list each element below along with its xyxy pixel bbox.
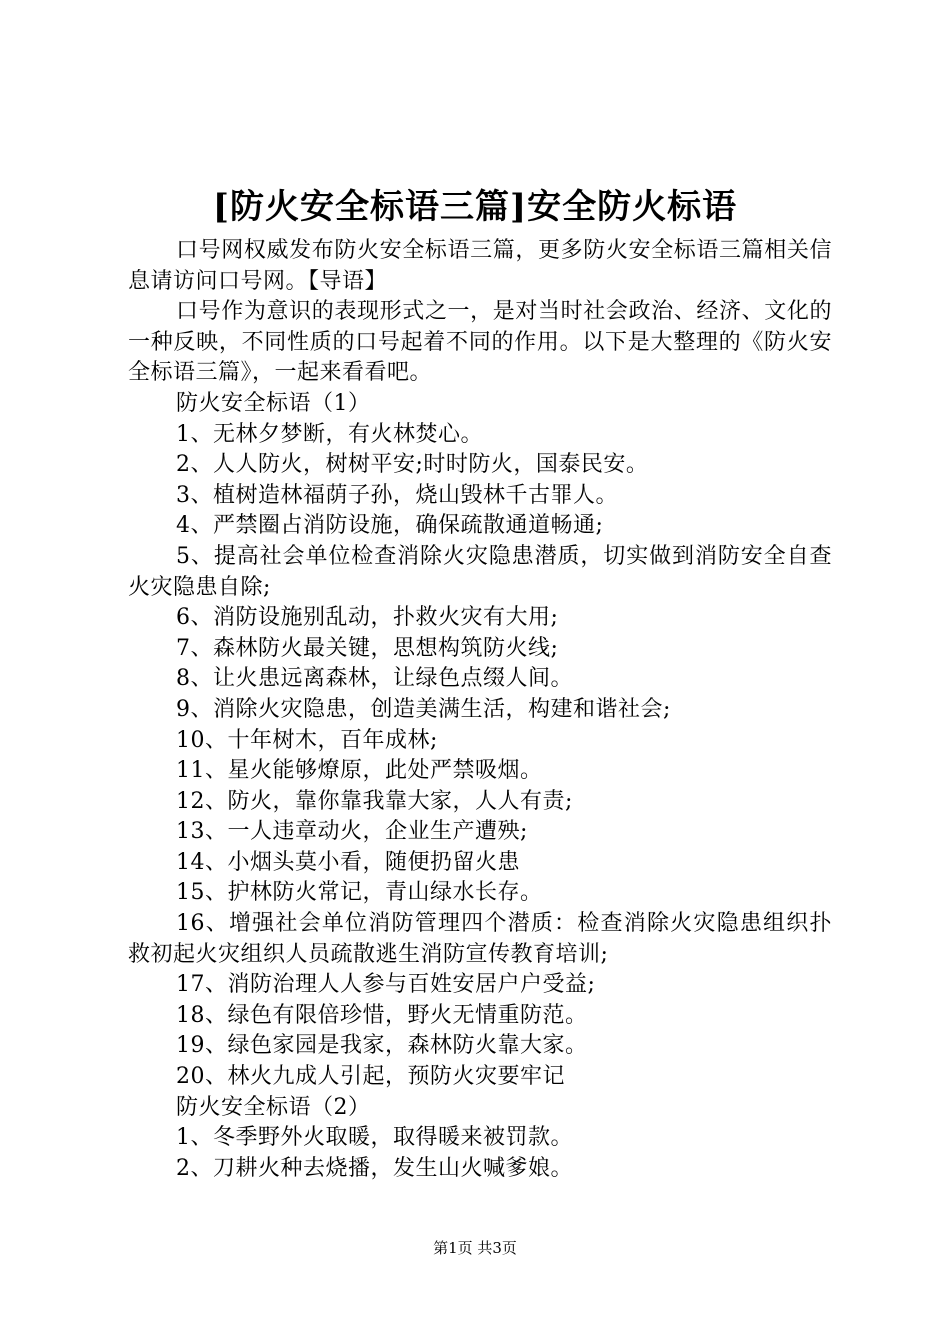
list-item: 3、植树造林福荫子孙，烧山毁林千古罪人。 xyxy=(176,482,618,508)
list-item: 2、刀耕火种去烧播，发生山火喊爹娘。 xyxy=(176,1155,573,1181)
document-title: [防火安全标语三篇]安全防火标语 xyxy=(212,187,738,227)
list-item: 10、十年树木，百年成林; xyxy=(176,727,438,753)
list-item: 2、人人防火，树树平安;时时防火，国泰民安。 xyxy=(176,452,649,478)
list-item: 15、护林防火常记，青山绿水长存。 xyxy=(176,880,543,906)
document-body xyxy=(128,236,832,1184)
list-item: 1、无林夕梦断，有火林焚心。 xyxy=(176,421,483,447)
list-item: 9、消除火灾隐患，创造美满生活，构建和谐社会; xyxy=(176,696,671,722)
list-item: 14、小烟头莫小看，随便扔留火患 xyxy=(176,849,520,875)
list-item: 7、森林防火最关键，思想构筑防火线; xyxy=(176,635,559,661)
list-item: 5、提高社会单位检查消除火灾隐患潜质，切实做到消防安全自查火灾隐患自除; xyxy=(128,543,832,600)
page-number-footer: 第1页 共3页 xyxy=(433,1239,517,1257)
list-item: 1、冬季野外火取暖，取得暖来被罚款。 xyxy=(176,1125,573,1151)
list-item: 8、让火患远离森林，让绿色点缀人间。 xyxy=(176,666,573,692)
list-item: 17、消防治理人人参与百姓安居户户受益; xyxy=(176,972,596,998)
section-heading: 防火安全标语（2） xyxy=(176,1094,371,1120)
list-item: 19、绿色家园是我家，森林防火靠大家。 xyxy=(176,1033,588,1059)
list-item: 4、严禁圈占消防设施，确保疏散通道畅通; xyxy=(176,513,604,539)
list-item: 20、林火九成人引起，预防火灾要牢记 xyxy=(176,1064,565,1090)
list-item: 18、绿色有限倍珍惜，野火无情重防范。 xyxy=(176,1002,588,1028)
paragraph: 口号作为意识的表现形式之一，是对当时社会政治、经济、文化的一种反映，不同性质的口号起着不同的作用。以下是大整理的《防火安全标语三篇》，一起来看看吧。 xyxy=(128,299,832,386)
list-item: 6、消防设施别乱动，扑救火灾有大用; xyxy=(176,605,559,631)
paragraph: 口号网权威发布防火安全标语三篇，更多防火安全标语三篇相关信息请访问口号网。【导语】 xyxy=(128,238,832,294)
list-item: 16、增强社会单位消防管理四个潜质：检查消除火灾隐患组织扑救初起火灾组织人员疏散逃生消防宣传教育培训; xyxy=(128,911,832,967)
section-heading: 防火安全标语（1） xyxy=(176,390,371,416)
list-item: 13、一人违章动火，企业生产遭殃; xyxy=(176,819,528,845)
list-item: 11、星火能够燎原，此处严禁吸烟。 xyxy=(176,758,543,784)
list-item: 12、防火，靠你靠我靠大家，人人有责; xyxy=(176,788,573,814)
